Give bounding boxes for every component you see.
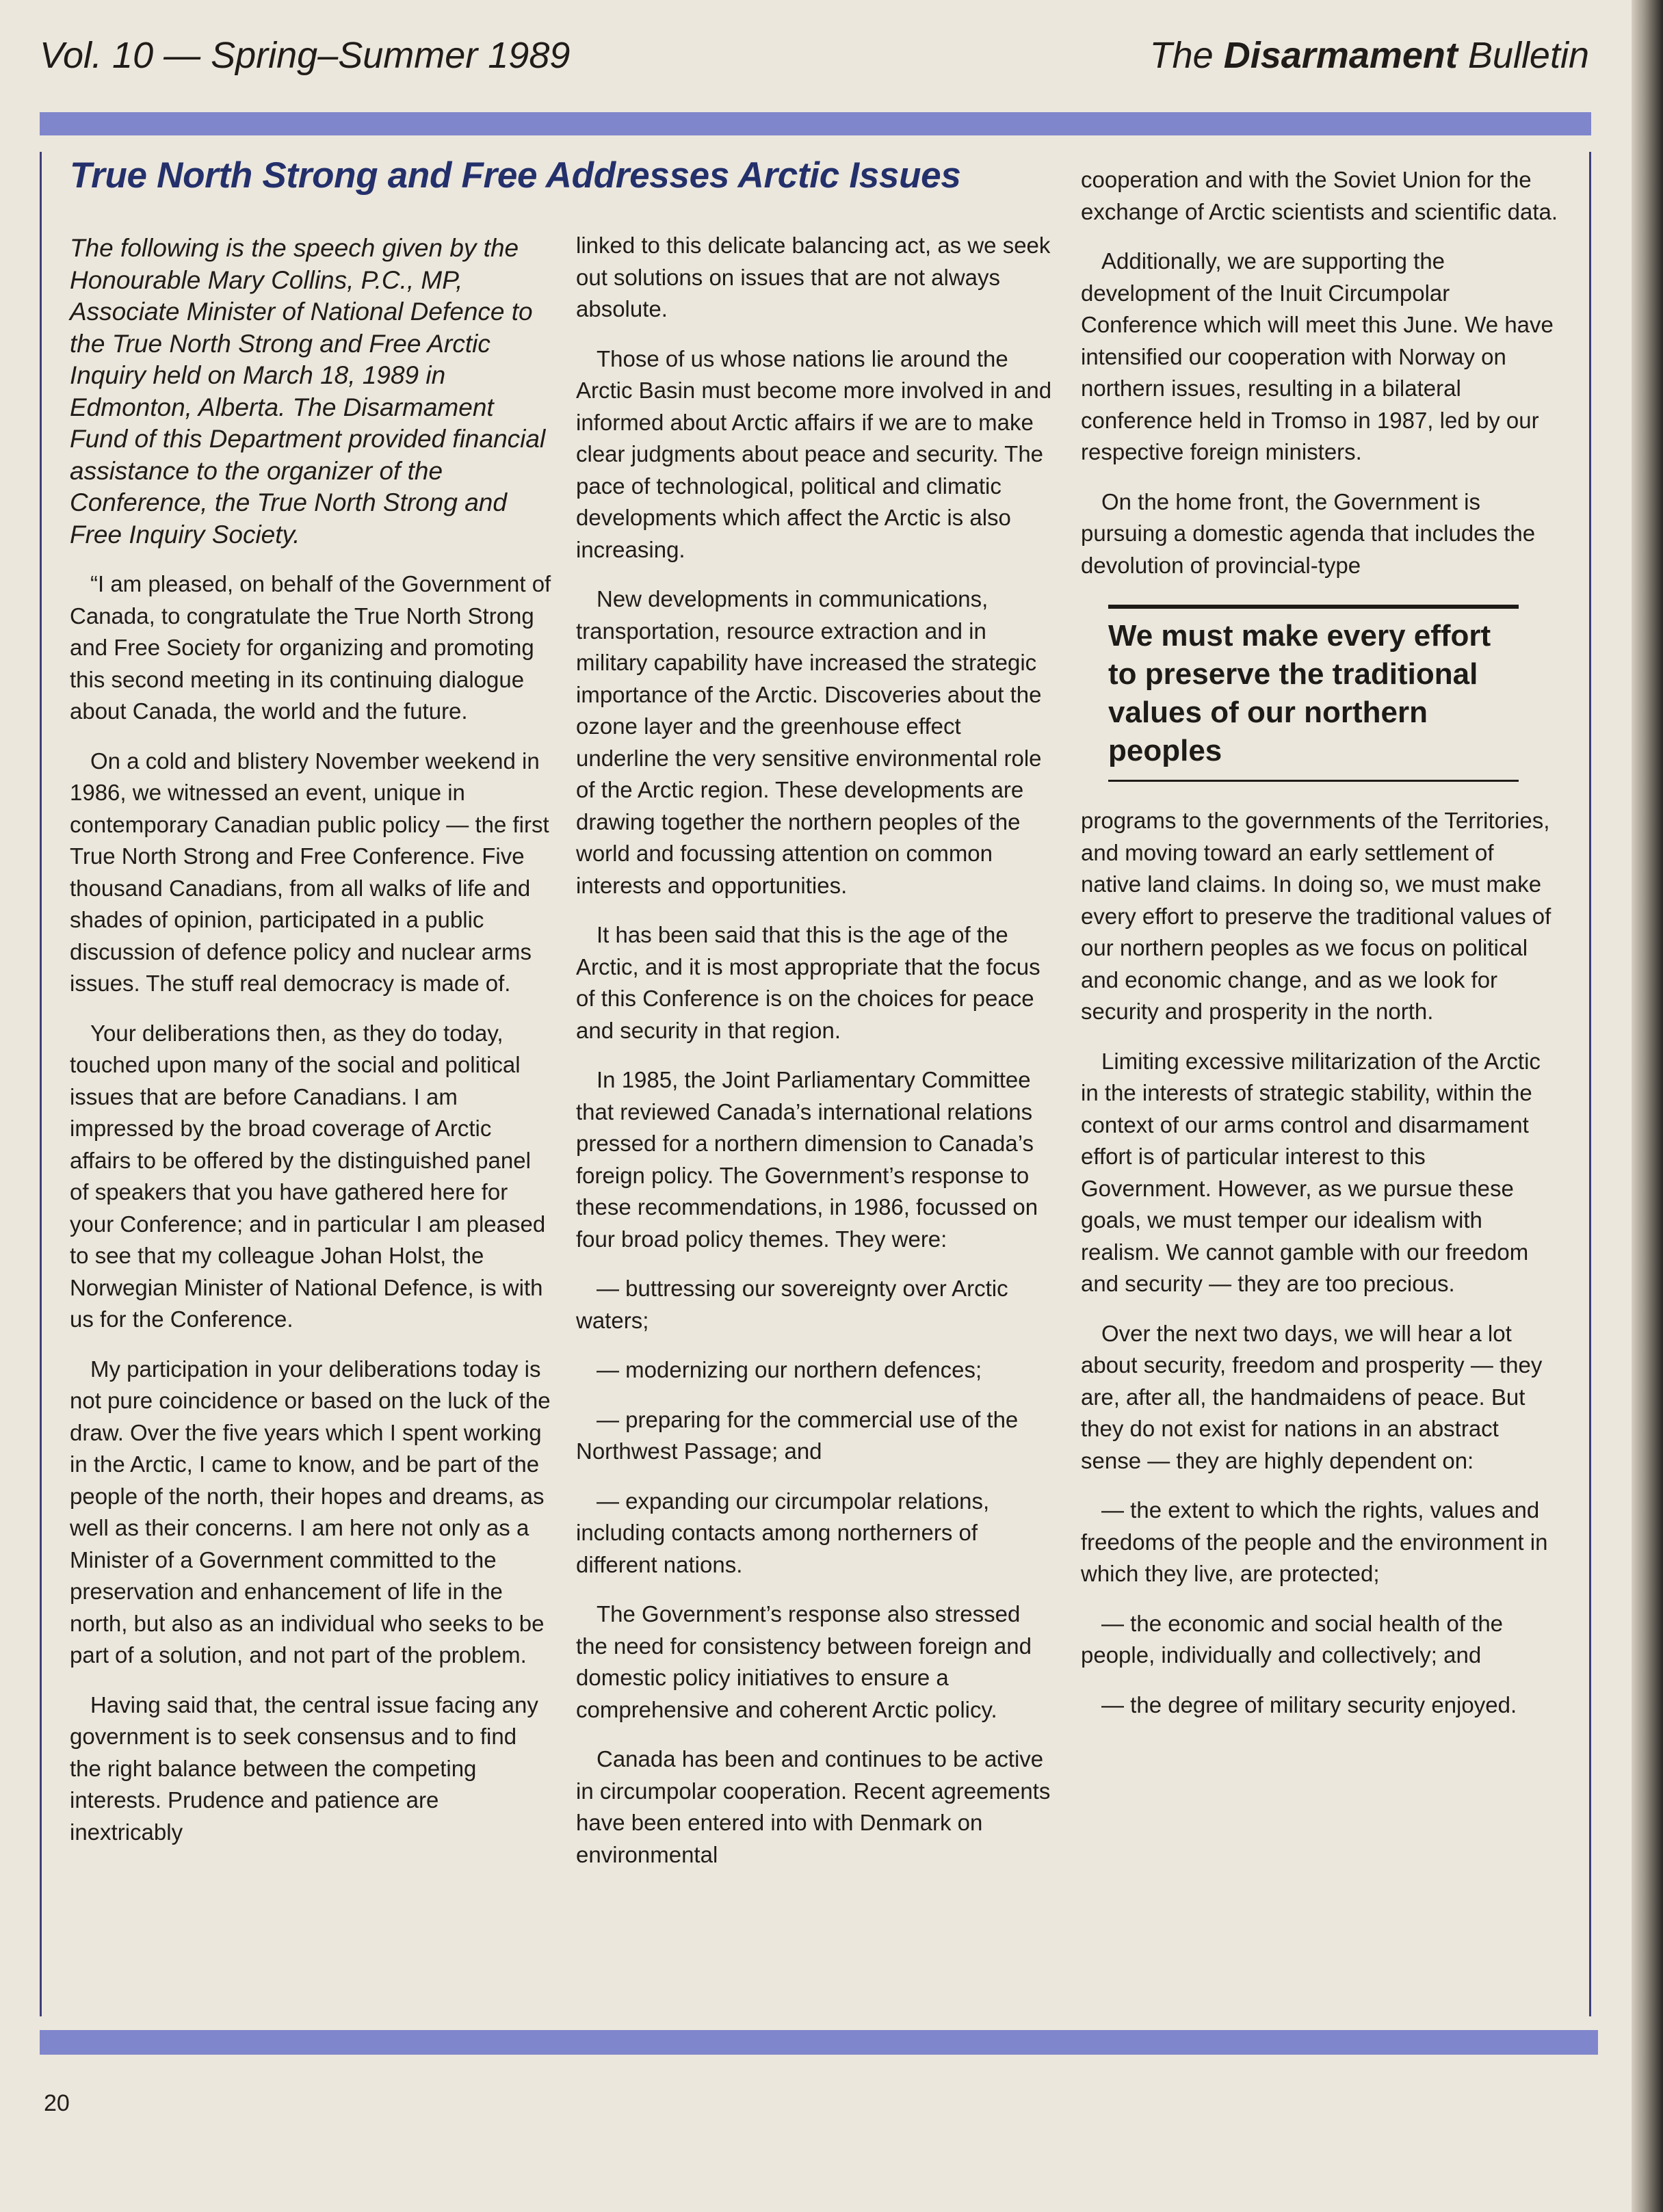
top-rule [40,112,1591,135]
paragraph: On the home front, the Government is pursuing a domestic agenda that includes the devolution of provincial-type [1081,488,1536,578]
paragraph: Additionally, we are supporting the development of the Inuit Circumpolar Conference which will meet this June. We have intensified our cooperation with Norway on northern issues, resulting in a bilateral conference held in Tromso in 1987, led by our respective foreign ministers. [1081,248,1554,464]
column-1 [70,233,551,1866]
list-item: — the extent to which the rights, values and freedoms of the people and the environment in which they live, are protected; [1081,1497,1548,1586]
list-item: — modernizing our northern defences; [597,1357,982,1382]
paragraph: Over the next two days, we will hear a lot about security, freedom and prosperity — they are, after all, the handmaidens of peace. But they do not exist for nations in an abstract sense — they are highly dependent on: [1081,1320,1543,1473]
list-item: — the economic and social health of the people, individually and collectively; and [1081,1610,1504,1668]
publication-title-suffix: Bulletin [1467,35,1589,76]
paragraph: The Government’s response also stressed the need for consistency between foreign and domestic policy initiatives to ensure a comprehensive and coherent Arctic policy. [576,1601,1032,1722]
list-item: — preparing for the commercial use of the Northwest Passage; and [576,1406,1019,1464]
paragraph: Having said that, the central issue facing any government is to seek consensus and to find the right balance between the competing interests. Prudence and patience are inextricably [70,1691,538,1845]
paragraph: programs to the governments of the Territories, and moving toward an early settlement of native land claims. In doing so, we must make every effort to preserve the traditional values of our northern peoples as we focus on political and economic change, and as we look for security and prosperity in the north. [1081,808,1551,1024]
article-intro: The following is the speech given by the Honourable Mary Collins, P.C., MP, Associate Minister of National Defence to the True North Strong and Free Arctic Inquiry held on March 18, 1989 in Edmonton, Alberta. The Disarmament Fund of this Department provided financial assistance to the organizer of the Conference, the True North Strong and Free Inquiry Society. [70,234,546,549]
paragraph: On a cold and blistery November weekend in 1986, we witnessed an event, unique in contemporary Canadian public policy — the first True North Strong and Free Conference. Five thousand Canadians, from all walks of life and shades of opinion, participated in a public discussion of defence policy and nuclear arms issues. The stuff real democracy is made of. [70,748,549,996]
list-item: — buttressing our sovereignty over Arctic waters; [576,1276,1008,1333]
paragraph: Your deliberations then, as they do today, touched upon many of the social and political issues that are before Canadians. I am impressed by the broad coverage of Arctic affairs to be offered by the distinguished panel of speakers that you have gathered here for your Conference; and in particular I am pleased to see that my colleague Johan Holst, the Norwegian Minister of National Defence, is with us for the Conference. [70,1020,546,1332]
pull-quote-text: We must make every effort to preserve the traditional values of our northern peoples [1108,619,1491,767]
page-number: 20 [44,2090,70,2116]
publication-title [1150,34,1589,77]
article-headline: True North Strong and Free Addresses Arctic Issues [70,155,961,196]
list-item: — the degree of military security enjoyed. [1101,1691,1517,1717]
paragraph: It has been said that this is the age of the Arctic, and it is most appropriate that the focus of this Conference is on the choices for peace and security in that region. [576,922,1040,1043]
page-edge-shadow [1632,0,1663,2212]
publication-title-bold: Disarmament [1223,35,1458,76]
paragraph: linked to this delicate balancing act, as we seek out solutions on issues that are not always absolute. [576,233,1051,321]
publication-title-prefix: The [1149,35,1214,76]
paragraph: My participation in your deliberations today is not pure coincidence or based on the luck of the draw. Over the five years which I spent working in the Arctic, I came to know, and be part of the people of the north, their hopes and dreams, as well as their concerns. I am here not only as a Minister of a Government committed to the preservation and enhancement of life in the north, but also as an individual who seeks to be part of a solution, and not part of the problem. [70,1356,551,1668]
issue-label: Vol. 10 — Spring–Summer 1989 [40,35,571,76]
list-item: — expanding our circumpolar relations, including contacts among northerners of different nations. [576,1488,990,1577]
column-2 [576,230,1055,1888]
paragraph: “I am pleased, on behalf of the Government of Canada, to congratulate the True North Strong and Free Society for organizing and promoting this second meeting in its continuing dialogue about Canada, the world and the future. [70,571,551,724]
column-3 [1081,164,1560,1739]
paragraph: New developments in communications, transportation, resource extraction and in military capability have increased the strategic importance of the Arctic. Discoveries about the ozone layer and the greenhouse effect underline the very sensitive environmental role of the Arctic region. These developments are drawing together the northern peoples of the world and focussing attention on common interests and opportunities. [576,586,1042,898]
paragraph: Canada has been and continues to be active in circumpolar cooperation. Recent agreements have been entered into with Denmark on environmental [576,1746,1051,1867]
pull-quote [1108,605,1519,782]
paragraph: cooperation and with the Soviet Union for the exchange of Arctic scientists and scientific data. [1081,167,1558,224]
paragraph: Limiting excessive militarization of the Arctic in the interests of strategic stability, within the context of our arms control and disarmament effort is of particular interest to this Government. However, as we pursue these goals, we must temper our idealism with realism. We cannot gamble with our freedom and security — they are too precious. [1081,1048,1541,1296]
paragraph: Those of us whose nations lie around the Arctic Basin must become more involved in and informed about Arctic affairs if we are to make clear judgments about peace and security. The pace of technological, political and climatic developments which affect the Arctic is also increasing. [576,345,1052,562]
paragraph: In 1985, the Joint Parliamentary Committee that reviewed Canada’s international relations pressed for a northern dimension to Canada’s foreign policy. The Government’s response to these recommendations, in 1986, focussed on four broad policy themes. They were: [576,1067,1038,1252]
bottom-rule [40,2030,1598,2055]
